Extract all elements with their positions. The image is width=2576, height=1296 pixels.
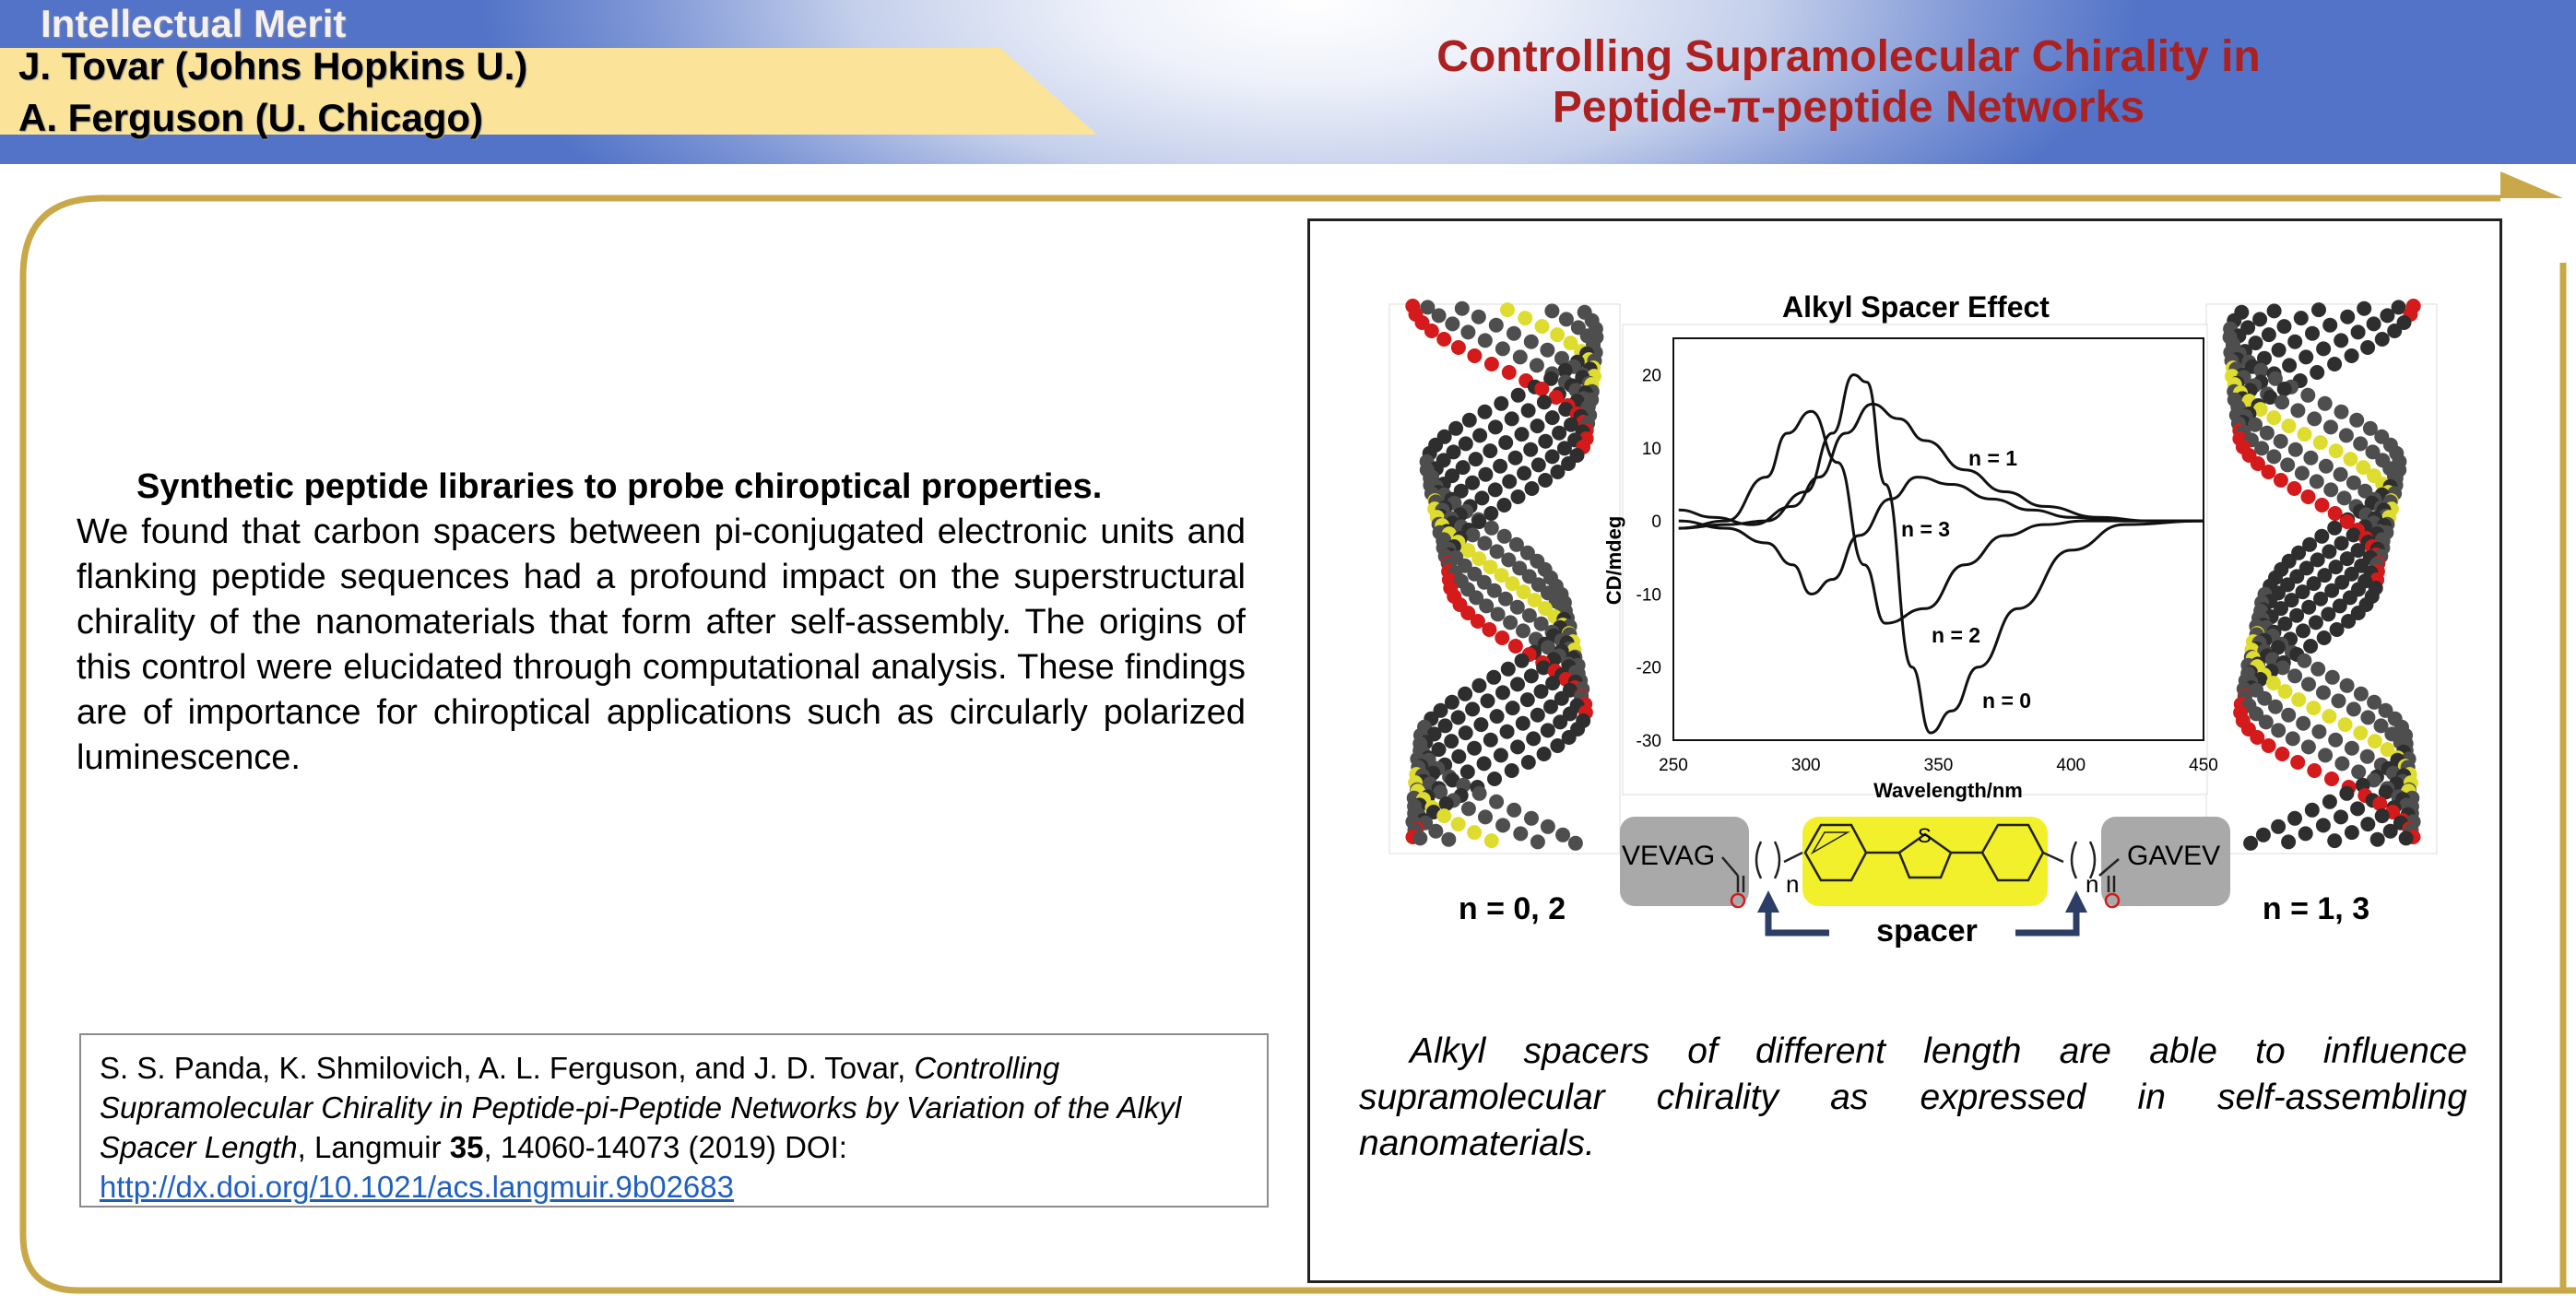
helix-bead [2274,473,2288,488]
helix-bead [2323,419,2338,434]
helix-bead [1501,662,1516,677]
helix-bead [2256,828,2271,842]
helix-bead [1530,418,1545,433]
helix-bead [2287,811,2302,826]
helix-bead [1502,474,1517,489]
helix-bead [2317,630,2332,645]
helix-bead [1544,303,1559,318]
helix-bead [2287,481,2302,496]
helix-bead [2368,734,2382,748]
helix-bead [1487,772,1502,786]
helix-bead [2323,482,2338,497]
helix-bead [1545,449,1560,464]
series-label-n0: n = 0 [1982,689,2032,713]
helix-bead [1515,654,1530,668]
x-tick-label: 400 [2056,756,2086,775]
citation-pages: , 14060-14073 (2019) DOI: [483,1130,847,1164]
helix-bead [1482,622,1496,637]
helix-bead [1489,795,1504,809]
helix-bead [2360,340,2375,355]
helix-bead [2339,428,2354,442]
sulfur-label: S [1918,824,1932,847]
helix-bead [2351,764,2366,779]
y-tick-label: 20 [1641,366,1661,386]
helix-bead [2319,459,2334,474]
helix-bead [1540,343,1554,358]
helix-bead [2309,615,2323,630]
helix-bead [2316,341,2331,356]
helix-bead [1495,630,1509,645]
helix-bead [1535,319,1550,334]
helix-bead [2329,443,2344,458]
section-tag: Intellectual Merit [41,2,347,45]
helix-bead [2310,365,2324,380]
x-axis-label: Wavelength/nm [1873,779,2023,802]
helix-bead [2294,311,2309,325]
helix-bead [2314,529,2329,544]
x-tick-label: 300 [1790,756,1821,775]
helix-bead [2354,687,2369,701]
helix-bead [1568,836,1583,851]
helix-bead [1451,817,1466,831]
helix-bead [2345,825,2359,840]
helix-bead [2334,333,2348,348]
helix-bead [1467,741,1482,756]
left-helix-model [1389,299,1620,854]
helix-bead [1507,803,1521,818]
helix-bead [2275,395,2289,409]
helix-bead [1534,382,1549,396]
spacer-label: spacer [1876,913,1978,948]
helix-bead [1505,411,1519,426]
helix-bead [2297,654,2311,668]
helix-bead [1545,410,1560,425]
subscript-n-left: n [1786,870,1800,898]
helix-bead [2360,710,2375,725]
helix-bead [2334,405,2349,419]
x-tick-label: 250 [1659,756,1688,775]
helix-bead [2370,832,2385,847]
helix-bead [2353,436,2368,451]
helix-bead [2346,527,2361,542]
helix-bead [2328,733,2343,748]
helix-bead [1462,413,1477,428]
helix-bead [2360,749,2375,764]
figure-caption: Alkyl spacers of different length are able to influence supramolecular chirality as expressed in self-assembling nanomaterials. [1359,1031,2467,1163]
helix-bead [2311,725,2326,739]
doi-link[interactable]: http://dx.doi.org/10.1021/acs.langmuir.9b02683 [100,1170,734,1204]
helix-bead [2343,452,2357,466]
helix-bead [2307,411,2322,426]
helix-bead [1484,357,1499,371]
helix-bead [2282,418,2297,433]
helix-bead [2271,819,2286,834]
helix-bead [1510,739,1525,754]
helix-bead [2290,403,2305,418]
y-tick-label: 10 [1641,439,1661,459]
helix-bead [2337,490,2352,505]
helix-bead [2380,308,2394,323]
helix-bead [1524,668,1539,683]
helix-bead [1550,327,1565,342]
helix-bead [2272,343,2286,358]
helix-bead [2318,396,2333,411]
helix-bead [1461,801,1476,816]
helix-bead [2275,747,2289,761]
helix-bead [1552,426,1566,441]
helix-bead [2301,600,2316,615]
helix-bead [2324,772,2339,786]
helix-bead [1459,725,1473,740]
helix-bead [2298,349,2313,364]
helix-bead [2322,318,2337,333]
helix-bead [1436,808,1451,823]
helix-bead [1495,341,1510,356]
helix-bead [2351,324,2366,339]
helix-bead [1557,441,1572,455]
helix-bead [1498,435,1513,450]
helix-bead [1495,685,1510,700]
helix-bead [1510,677,1525,691]
helix-bead [2288,442,2303,457]
helix-bead [1494,396,1508,411]
helix-bead [2301,489,2316,504]
helix-label-right: n = 1, 3 [2262,891,2370,926]
helix-bead [2259,714,2274,729]
helix-bead [2262,327,2276,342]
helix-bead [2340,678,2355,693]
helix-bead [1515,427,1530,442]
helix-bead [1472,786,1487,801]
helix-bead [1521,403,1536,418]
y-tick-label: -10 [1636,585,1661,606]
helix-bead [1559,312,1574,326]
helix-bead [2305,326,2320,341]
helix-bead [1534,684,1549,699]
helix-bead [1497,498,1512,513]
helix-bead [1486,670,1501,685]
helix-bead [2243,836,2258,851]
helix-bead [1550,738,1565,753]
helix-bead [1537,395,1552,409]
helix-bead [2287,668,2302,683]
helix-bead [2262,465,2276,479]
helix-bead [2300,388,2315,403]
helix-bead [2399,831,2414,845]
helix-bead [1477,756,1492,771]
author-name: J. Tovar (Johns Hopkins U.) [18,44,528,88]
helix-bead [1524,811,1539,826]
helix-bead [1483,733,1498,748]
helix-bead [2266,449,2281,464]
helix-bead [1513,349,1528,364]
helix-bead [2360,817,2375,831]
helix-bead [1511,388,1526,403]
helix-bead [2353,725,2368,740]
helix-bead [2301,739,2316,754]
helix-bead [2268,700,2283,714]
helix-bead [1460,324,1475,339]
helix-bead [2313,435,2328,450]
helix-bead [1428,824,1443,839]
helix-bead [1537,747,1552,761]
helix-bead [2345,741,2359,756]
citation-authors: S. S. Panda, K. Shmilovich, A. L. Ferguson, and J. D. Tovar, [100,1051,906,1085]
helix-bead [2262,738,2276,753]
helix-bead [2295,465,2310,480]
helix-bead [1508,639,1523,654]
helix-bead [1465,701,1480,716]
helix-bead [1465,527,1480,542]
helix-bead [1513,826,1528,841]
helix-bead [2310,474,2324,489]
helix-bead [2307,763,2322,778]
helix-bead [2340,310,2355,324]
helix-bead [1541,723,1555,737]
citation-journal: , Langmuir [297,1130,442,1164]
helix-bead [1555,828,1570,842]
summary-body: We found that carbon spacers between pi-conjugated electronic units and flanking peptide sequences had a profound impact on the superstructural chirality of the nanomaterials that form after self-assembly. The origins of this control were elucidated through computational analysis. These findings are of importance for chiroptical applications such as circularly polarized luminescence. [77,513,1246,777]
helix-bead [1525,481,1540,496]
helix-bead [1491,607,1506,621]
helix-bead [1543,700,1558,714]
summary-heading: Synthetic peptide libraries to probe chiroptical properties. [136,467,1103,506]
helix-bead [2296,716,2310,731]
helix-bead [1530,358,1544,372]
helix-bead [1526,731,1541,746]
helix-bead [1494,748,1508,762]
helix-bead [1451,710,1466,725]
helix-bead [1524,335,1539,349]
helix-bead [1460,764,1475,779]
helix-bead [1506,701,1520,715]
helix-bead [2322,795,2337,809]
helix-bead [2296,623,2310,638]
chart-title: Alkyl Spacer Effect [1782,290,2050,324]
helix-bead [1484,521,1499,536]
helix-bead [1424,324,1439,338]
helix-bead [2266,410,2281,425]
helix-bead [2330,622,2345,637]
helix-bead [2383,824,2398,839]
helix-bead [2325,670,2340,685]
helix-bead [1451,749,1466,764]
helix-bead [2252,312,2267,326]
helix-bead [1477,536,1492,550]
helix-bead [2311,302,2326,317]
helix-bead [1490,709,1505,724]
peptide-label-left: VEVAG [1622,841,1716,871]
helix-bead [1455,301,1470,316]
helix-bead [2332,693,2346,708]
citation-title: Controlling Supramolecular Chirality in Peptide-pi-Peptide Networks by Variation of the Alkyl Spacer Length [100,1051,1182,1164]
helix-bead [1521,755,1536,770]
helix-bead [2367,316,2381,331]
helix-bead [2322,709,2336,724]
helix-bead [1507,326,1521,341]
helix-bead [2271,723,2286,737]
helix-bead [1441,832,1456,847]
helix-bead [1478,809,1493,824]
helix-bead [1478,405,1493,419]
helix-bead [1471,310,1486,324]
x-tick-label: 450 [2189,756,2218,775]
helix-bead [1467,348,1482,363]
helix-bead [2315,498,2330,513]
y-tick-label: -30 [1636,732,1661,751]
helix-bead [2290,755,2305,770]
helix-bead [1436,332,1451,347]
helix-bead [2287,335,2302,349]
helix-bead [1541,819,1555,834]
helix-bead [1500,725,1515,739]
citation-volume: 35 [449,1130,484,1164]
helix-bead [1481,693,1495,708]
helix-bead [1530,708,1545,723]
author-name: A. Ferguson (U. Chicago) [18,96,483,139]
helix-bead [1469,452,1483,466]
helix-bead [2321,607,2335,621]
helix-bead [2357,301,2371,316]
helix-bead [1538,473,1553,488]
chart-background [1623,324,2207,795]
helix-bead [1516,716,1530,731]
helix-bead [1432,308,1447,323]
helix-bead [1497,529,1512,544]
helix-bead [1459,436,1473,451]
helix-bead [1489,318,1504,333]
helix-bead [1523,442,1538,457]
page-title-line: Peptide-π-peptide Networks [1552,83,2145,132]
helix-bead [2334,467,2348,482]
series-label-n1: n = 1 [1968,446,2018,470]
helix-bead [1444,734,1459,748]
helix-bead [1516,623,1530,638]
helix-bead [1445,316,1459,331]
helix-bead [1471,678,1486,693]
helix-bead [1505,763,1519,778]
helix-bead [2375,332,2390,347]
helix-bead [1412,831,1427,845]
helix-bead [2318,748,2333,762]
helix-bead [2338,717,2353,732]
helix-bead [1473,717,1488,732]
helix-bead [2375,808,2390,823]
helix-bead [1472,428,1487,442]
helix-bead [1502,365,1517,380]
helix-bead [2286,731,2300,746]
helix-bead [2349,413,2364,428]
y-tick-label: -20 [1636,658,1661,678]
helix-bead [2277,382,2292,396]
x-tick-label: 350 [1923,756,1954,775]
helix-bead [2346,701,2361,716]
helix-bead [2334,536,2349,550]
helix-bead [2298,826,2313,841]
helix-bead [1483,443,1497,458]
helix-bead [2281,834,2296,849]
helix-bead [2291,692,2306,707]
helix-bead [1551,465,1566,479]
helix-bead [1478,467,1493,482]
helix-bead [1500,302,1515,317]
helix-bead [2316,818,2331,832]
helix-bead [1510,600,1525,615]
helix-bead [2282,358,2297,372]
helix-bead [1483,506,1498,521]
y-tick-label: 0 [1651,513,1661,533]
helix-bead [1467,825,1482,840]
helix-bead [2316,685,2331,700]
helix-bead [2334,756,2349,771]
series-label-n2: n = 2 [1932,623,1981,647]
helix-bead [1503,615,1518,630]
helix-bead [2303,451,2318,465]
helix-bead [2327,833,2342,848]
helix-bead [1488,419,1503,434]
helix-bead [1508,451,1523,465]
helix-bead [2328,506,2343,521]
helix-bead [2327,521,2342,536]
right-helix-model [2206,299,2437,854]
y-axis-label: CD/mdeg [1602,515,1625,606]
helix-bead [2278,684,2293,699]
series-label-n3: n = 3 [1901,517,1951,541]
helix-bead [2305,803,2320,818]
helix-bead [1531,457,1546,472]
helix-bead [2387,324,2402,338]
helix-bead [1478,333,1493,348]
helix-bead [1511,489,1526,504]
helix-bead [2274,434,2288,449]
page-title-line: Controlling Supramolecular Chirality in [1436,32,2261,81]
helix-bead [2267,303,2282,318]
helix-bead [1458,687,1472,701]
helix-bead [1530,834,1545,849]
helix-bead [2303,639,2318,654]
helix-bead [1517,465,1531,480]
helix-bead [2301,677,2316,691]
helix-bead [2277,319,2292,334]
helix-bead [2281,708,2296,723]
helix-bead [2280,457,2295,472]
helix-bead [2339,786,2354,801]
helix-bead [1520,692,1535,707]
helix-bead [1484,833,1499,848]
helix-bead [2260,426,2275,441]
helix-bead [1553,714,1567,729]
helix-bead [2345,348,2359,363]
helix-bead [2306,701,2321,715]
helix-label-left: n = 0, 2 [1458,891,1566,926]
helix-bead [2254,441,2269,455]
helix-bead [2327,357,2342,371]
helix-bead [1538,434,1553,449]
helix-bead [2350,801,2365,816]
helix-bead [2310,662,2325,677]
peptide-label-right: GAVEV [2127,841,2221,871]
helix-bead [1495,818,1510,832]
helix-bead [1493,459,1507,474]
helix-bead [1451,340,1466,355]
helix-bead [2334,809,2348,824]
helix-bead [1518,311,1532,325]
helix-bead [2298,427,2312,442]
helix-bead [1488,482,1503,497]
subscript-n-right: n [2086,870,2099,898]
helix-bead [1474,490,1489,505]
